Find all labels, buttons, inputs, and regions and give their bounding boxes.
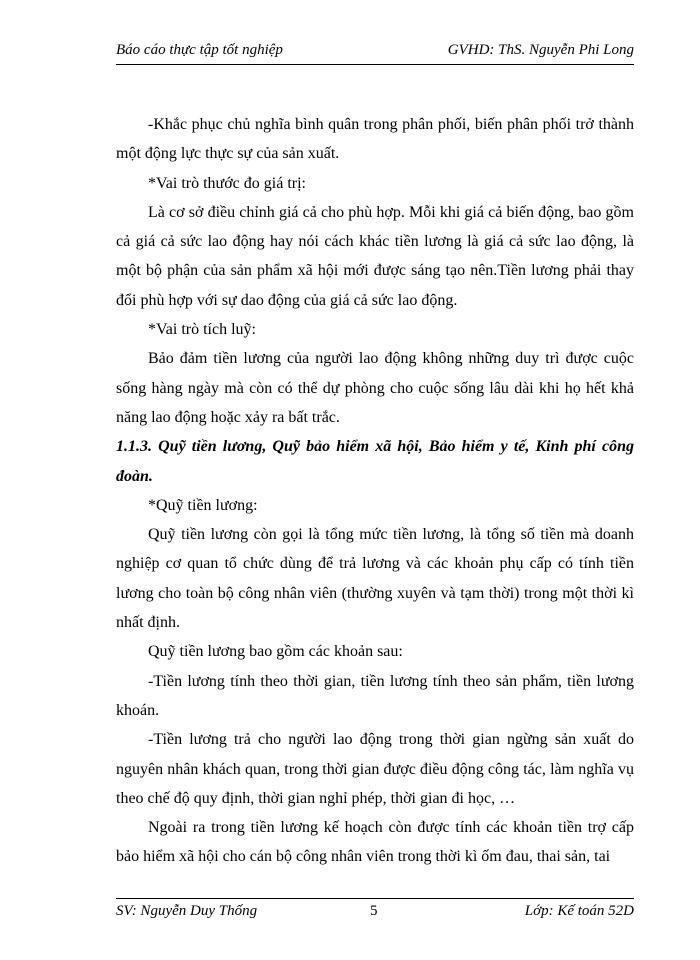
page-footer (116, 898, 634, 923)
header-supervisor: GVHD: ThS. Nguyễn Phi Long (447, 42, 634, 58)
paragraph: -Tiền lương trả cho người lao động trong thời gian ngừng sản xuất do nguyên nhân khách quan, trong thời gian được điều động công tác, làm nghĩa vụ theo chế độ quy định, thời gian nghỉ phép, thời gian đi học, … (116, 731, 634, 807)
paragraph: *Vai trò thước đo giá trị: (148, 174, 306, 192)
page-body (116, 110, 634, 872)
paragraph: *Vai trò tích luỹ: (148, 321, 256, 339)
paragraph: Là cơ sở điều chỉnh giá cả cho phù hợp. Mỗi khi giá cả biến động, bao gồm cả giá cả sức lao động hay nói cách khác tiền lương là giá cả sức lao động, là một bộ phận của sản phẩm xã hội mới được sáng tạo nên.Tiền lương phải thay đổi phù hợp với sự dao động của giá cả sức lao động. (116, 203, 634, 309)
page-number: 5 (370, 903, 378, 919)
paragraph: -Khắc phục chủ nghĩa bình quân trong phân phối, biến phân phối trở thành một động lực thực sự của sản xuất. (116, 116, 634, 163)
section-heading: 1.1.3. Quỹ tiền lương, Quỹ bảo hiểm xã hội, Bảo hiểm y tế, Kinh phí công đoàn. (116, 438, 634, 485)
header-report-title: Báo cáo thực tập tốt nghiệp (116, 42, 283, 58)
footer-student: SV: Nguyễn Duy Thống (116, 903, 258, 919)
paragraph: Ngoài ra trong tiền lương kế hoạch còn được tính các khoản tiền trợ cấp bảo hiểm xã hội cho cán bộ công nhân viên trong thời kì ốm đau, thai sản, tai (116, 819, 634, 866)
paragraph: -Tiền lương tính theo thời gian, tiền lương tính theo sản phẩm, tiền lương khoán. (116, 672, 634, 719)
paragraph: *Quỹ tiền lương: (148, 496, 258, 514)
paragraph: Quỹ tiền lương còn gọi là tổng mức tiền lương, là tổng số tiền mà doanh nghiệp cơ quan tổ chức dùng để trả lương và các khoản phụ cấp có tính tiền lương cho toàn bộ công nhân viên (thường xuyên và tạm thời) trong một thời kì nhất định. (116, 526, 634, 632)
footer-class: Lớp: Kế toán 52D (524, 903, 634, 919)
page-header (116, 40, 634, 65)
paragraph: Bảo đảm tiền lương của người lao động không những duy trì được cuộc sống hàng ngày mà còn có thể dự phòng cho cuộc sống lâu dài khi họ hết khả năng lao động hoặc xảy ra bất trắc. (116, 350, 634, 426)
paragraph: Quỹ tiền lương bao gồm các khoản sau: (148, 643, 403, 661)
